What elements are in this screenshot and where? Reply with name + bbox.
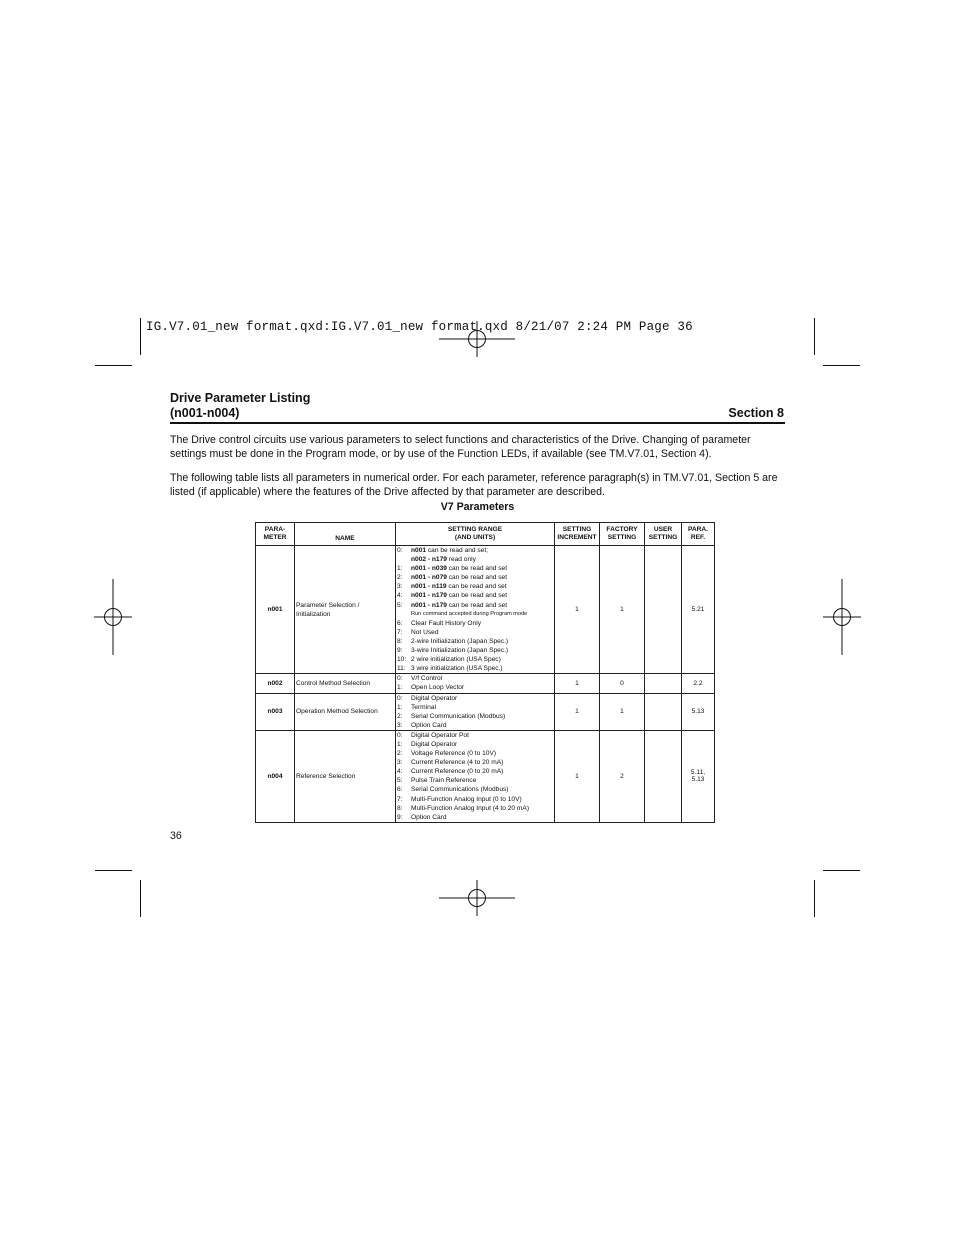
intro-paragraph-2: The following table lists all parameters in numerical order. For each parameter, reference paragraph(s) in TM.V7.01, Section 5 are listed (if applicable) where the features of the Drive affected by that parameter are described. <box>170 472 778 498</box>
setting-range <box>396 730 555 822</box>
crop-mark-bottom-right-v <box>814 880 815 917</box>
range-line: 0: Digital Operator Pot <box>397 731 469 739</box>
range-line: 7: Multi-Function Analog Input (0 to 10V) <box>397 795 522 803</box>
range-line: 0: Digital Operator <box>397 694 458 702</box>
range-line: 1: n001 - n039 can be read and set <box>397 565 508 573</box>
crop-mark-top-right-h <box>823 365 860 366</box>
crop-mark-top-left-v <box>140 318 141 355</box>
header-user-setting: USER SETTING <box>645 523 682 546</box>
range-line: 0: V/f Control <box>397 675 443 683</box>
table-row <box>256 693 715 730</box>
registration-mark-top-icon <box>439 321 515 357</box>
factory-setting: 0 <box>600 674 645 693</box>
parameter-name: Operation Method Selection <box>295 693 396 730</box>
parameter-id: n002 <box>256 674 295 693</box>
header-rule <box>170 422 785 424</box>
parameter-name: Parameter Selection / Initialization <box>295 546 396 674</box>
setting-increment: 1 <box>555 730 600 822</box>
range-line: 4: Current Reference (0 to 20 mA) <box>397 768 504 776</box>
user-setting <box>645 730 682 822</box>
range-line: 3: n001 - n119 can be read and set <box>397 583 507 591</box>
range-line: 1: Open Loop Vector <box>397 684 465 692</box>
crop-mark-top-left-h <box>95 365 132 366</box>
header-parameter: PARA- METER <box>256 523 295 546</box>
range-line: 2: Voltage Reference (0 to 10V) <box>397 750 497 758</box>
range-line: 2: n001 - n079 can be read and set <box>397 574 508 582</box>
range-line: 8: Multi-Function Analog Input (4 to 20 mA) <box>397 804 530 812</box>
page-title: Drive Parameter Listing <box>170 391 311 405</box>
registration-mark-right-icon <box>823 579 861 655</box>
para-ref: 5.21 <box>682 546 715 674</box>
table-row <box>256 546 715 674</box>
factory-setting: 1 <box>600 546 645 674</box>
parameter-name: Control Method Selection <box>295 674 396 693</box>
para-ref: 5.11, 5.13 <box>682 730 715 822</box>
range-line: 11: 3 wire initialization (USA Spec.) <box>397 665 503 673</box>
parameter-id: n004 <box>256 730 295 822</box>
table-row <box>256 674 715 693</box>
range-line: n002 - n179 read only <box>411 556 476 564</box>
registration-mark-bottom-icon <box>439 880 515 916</box>
range-line: 2: Serial Communication (Modbus) <box>397 712 506 720</box>
range-line: 10: 2 wire initialization (USA Spec) <box>397 656 501 664</box>
range-line: 6: Serial Communications (Modbus) <box>397 786 509 794</box>
setting-range <box>396 546 555 674</box>
range-line: 0: n001 can be read and set; <box>397 547 488 554</box>
range-line: 4: n001 - n179 can be read and set <box>397 592 508 600</box>
page-number: 36 <box>170 830 182 842</box>
range-line: 5: Pulse Train Reference <box>397 777 477 785</box>
range-line: 1: Digital Operator <box>397 740 458 748</box>
range-line: 5: n001 - n179 can be read and set <box>397 601 508 609</box>
table-caption: V7 Parameters <box>440 501 515 513</box>
range-line: 1: Terminal <box>397 703 436 711</box>
header-setting-increment: SETTING INCREMENT <box>555 523 600 546</box>
range-line: 3: Current Reference (4 to 20 mA) <box>397 759 504 767</box>
range-line: 7: Not Used <box>397 628 439 636</box>
crop-mark-bottom-left-v <box>140 880 141 917</box>
para-ref: 5.13 <box>682 693 715 730</box>
crop-mark-bottom-left-h <box>95 870 132 871</box>
setting-range <box>396 693 555 730</box>
parameter-id: n001 <box>256 546 295 674</box>
setting-range <box>396 674 555 693</box>
range-line: 8: 2-wire Initialization (Japan Spec.) <box>397 637 509 645</box>
registration-mark-left-icon <box>94 579 132 655</box>
parameter-table <box>255 522 715 823</box>
table-header-row <box>256 523 715 546</box>
section-label: Section 8 <box>728 406 784 420</box>
setting-increment: 1 <box>555 674 600 693</box>
range-line: Run command accepted during Program mode <box>411 610 528 617</box>
user-setting <box>645 674 682 693</box>
range-line: 3: Option Card <box>397 721 447 729</box>
factory-setting: 1 <box>600 693 645 730</box>
range-line: 9: Option Card <box>397 813 447 821</box>
crop-mark-top-right-v <box>814 318 815 355</box>
setting-increment: 1 <box>555 546 600 674</box>
header-setting-range: SETTING RANGE (AND UNITS) <box>396 523 555 546</box>
header-name: NAME <box>295 523 396 546</box>
parameter-name: Reference Selection <box>295 730 396 822</box>
factory-setting: 2 <box>600 730 645 822</box>
para-ref: 2.2 <box>682 674 715 693</box>
intro-paragraph-1: The Drive control circuits use various parameters to select functions and characteristics of the Drive. Changing of parameter settings must be done in the Program mode, or by use of the Function LEDs, if available (see TM.V7.01, Section 4). <box>170 434 751 460</box>
user-setting <box>645 546 682 674</box>
header-para-ref: PARA. REF. <box>682 523 715 546</box>
print-slug: IG.V7.01_new format.qxd:IG.V7.01_new format.qxd 8/21/07 2:24 PM Page 36 <box>146 320 693 334</box>
parameter-id: n003 <box>256 693 295 730</box>
range-line: 6: Clear Fault History Only <box>397 619 481 627</box>
user-setting <box>645 693 682 730</box>
page-subtitle: (n001-n004) <box>170 406 240 420</box>
table-row <box>256 730 715 822</box>
header-factory-setting: FACTORY SETTING <box>600 523 645 546</box>
setting-increment: 1 <box>555 693 600 730</box>
crop-mark-bottom-right-h <box>823 870 860 871</box>
range-line: 9: 3-wire Initialization (Japan Spec.) <box>397 647 509 655</box>
